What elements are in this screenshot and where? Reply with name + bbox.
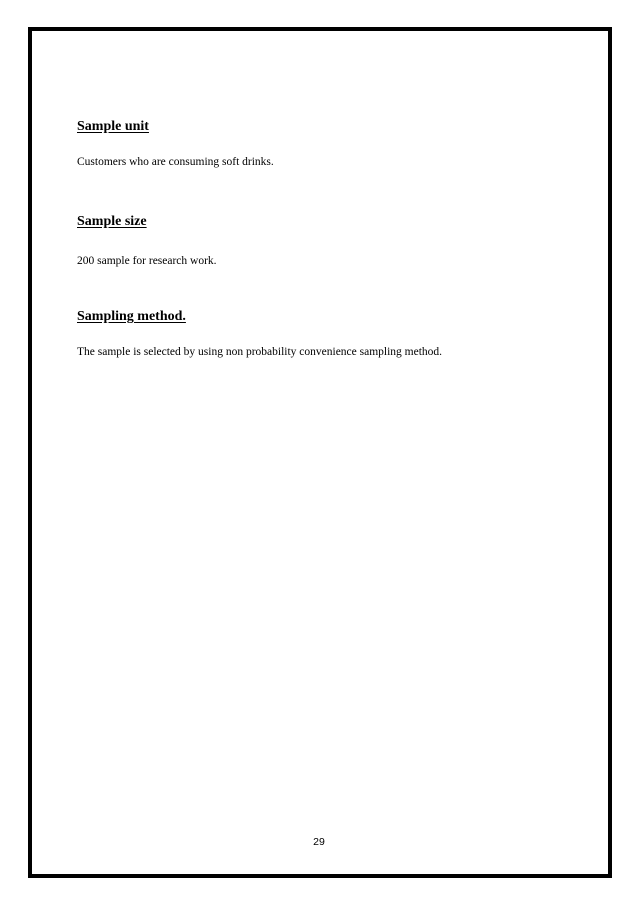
sample-size-heading: Sample size — [77, 214, 147, 229]
sample-unit-heading: Sample unit — [77, 119, 149, 134]
page-number: 29 — [313, 836, 325, 848]
sample-unit-text: Customers who are consuming soft drinks. — [77, 156, 274, 168]
sample-size-text: 200 sample for research work. — [77, 255, 217, 267]
sampling-method-text: The sample is selected by using non probability convenience sampling method. — [77, 346, 443, 358]
page-border — [28, 27, 612, 878]
sampling-method-heading: Sampling method. — [77, 309, 186, 324]
